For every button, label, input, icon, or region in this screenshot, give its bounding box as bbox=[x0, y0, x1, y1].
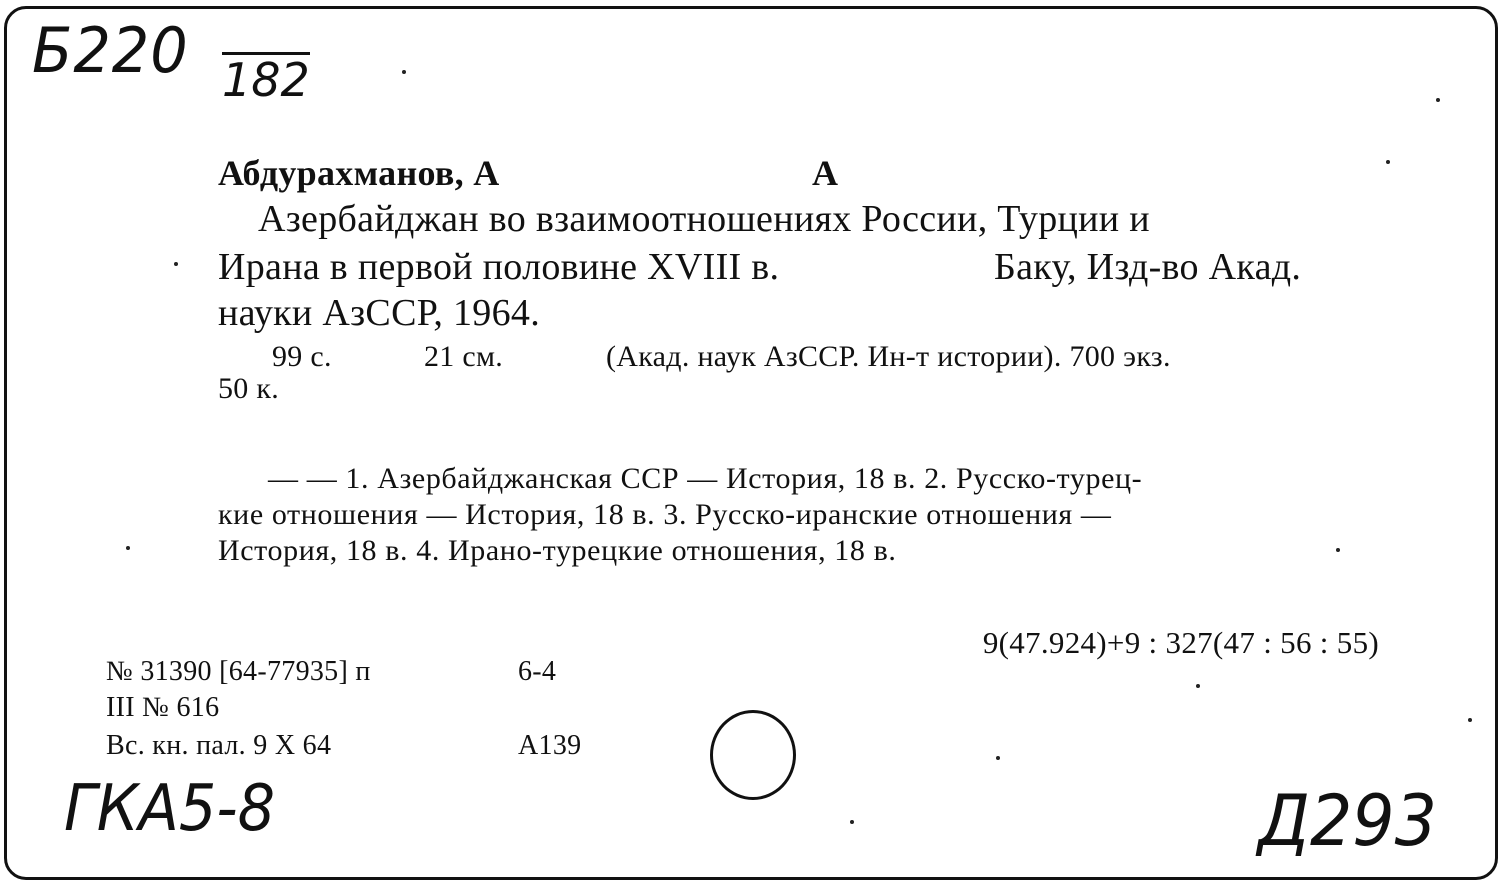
stamp-circle bbox=[710, 710, 796, 800]
speck bbox=[1386, 160, 1390, 164]
print-press-code: А139 bbox=[518, 730, 582, 761]
speck bbox=[1436, 98, 1440, 102]
series-note: (Акад. наук АзССР. Ин-т истории). 700 экз. bbox=[606, 340, 1171, 373]
author-heading: Абдурахманов, А bbox=[218, 153, 500, 193]
title-line-1: Азербайджан во взаимоотношениях России, Турции и bbox=[258, 198, 1150, 240]
speck bbox=[996, 756, 1000, 760]
speck bbox=[1468, 718, 1472, 722]
speck bbox=[850, 820, 854, 824]
collation-pages: 99 с. bbox=[272, 340, 332, 373]
subject-line-1: — — 1. Азербайджанская ССР — История, 18 в. 2. Русско-турец- bbox=[268, 462, 1143, 495]
speck bbox=[1336, 548, 1340, 552]
speck bbox=[126, 546, 130, 550]
subject-line-2: кие отношения — История, 18 в. 3. Русско-иранские отношения — bbox=[218, 498, 1112, 531]
collation-size: 21 см. bbox=[424, 340, 504, 373]
print-zone: III № 616 bbox=[106, 692, 220, 723]
print-press: Вс. кн. пал. 9 X 64 bbox=[106, 730, 332, 761]
inventory-number-right: Д293 bbox=[1258, 780, 1437, 862]
speck bbox=[1196, 684, 1200, 688]
classification-number: 9(47.924)+9 : 327(47 : 56 : 55) bbox=[982, 625, 1379, 660]
title-line-3: науки АзССР, 1964. bbox=[218, 292, 540, 334]
title-line-2: Ирана в первой половине XVIII в. bbox=[218, 246, 780, 288]
inventory-number-left: ГКА5-8 bbox=[64, 772, 276, 846]
author-repeat-letter: А bbox=[812, 153, 839, 193]
price: 50 к. bbox=[218, 372, 280, 405]
print-order-code: 6-4 bbox=[518, 656, 557, 687]
subject-line-3: История, 18 в. 4. Ирано-турецкие отношения, 18 в. bbox=[218, 534, 897, 567]
speck bbox=[174, 262, 178, 266]
speck bbox=[402, 70, 406, 74]
imprint: Баку, Изд-во Акад. bbox=[994, 246, 1302, 288]
shelfmark: Б220 bbox=[32, 14, 189, 87]
print-order: № 31390 [64-77935] п bbox=[106, 656, 371, 687]
shelfmark-sub: 182 bbox=[222, 53, 310, 107]
